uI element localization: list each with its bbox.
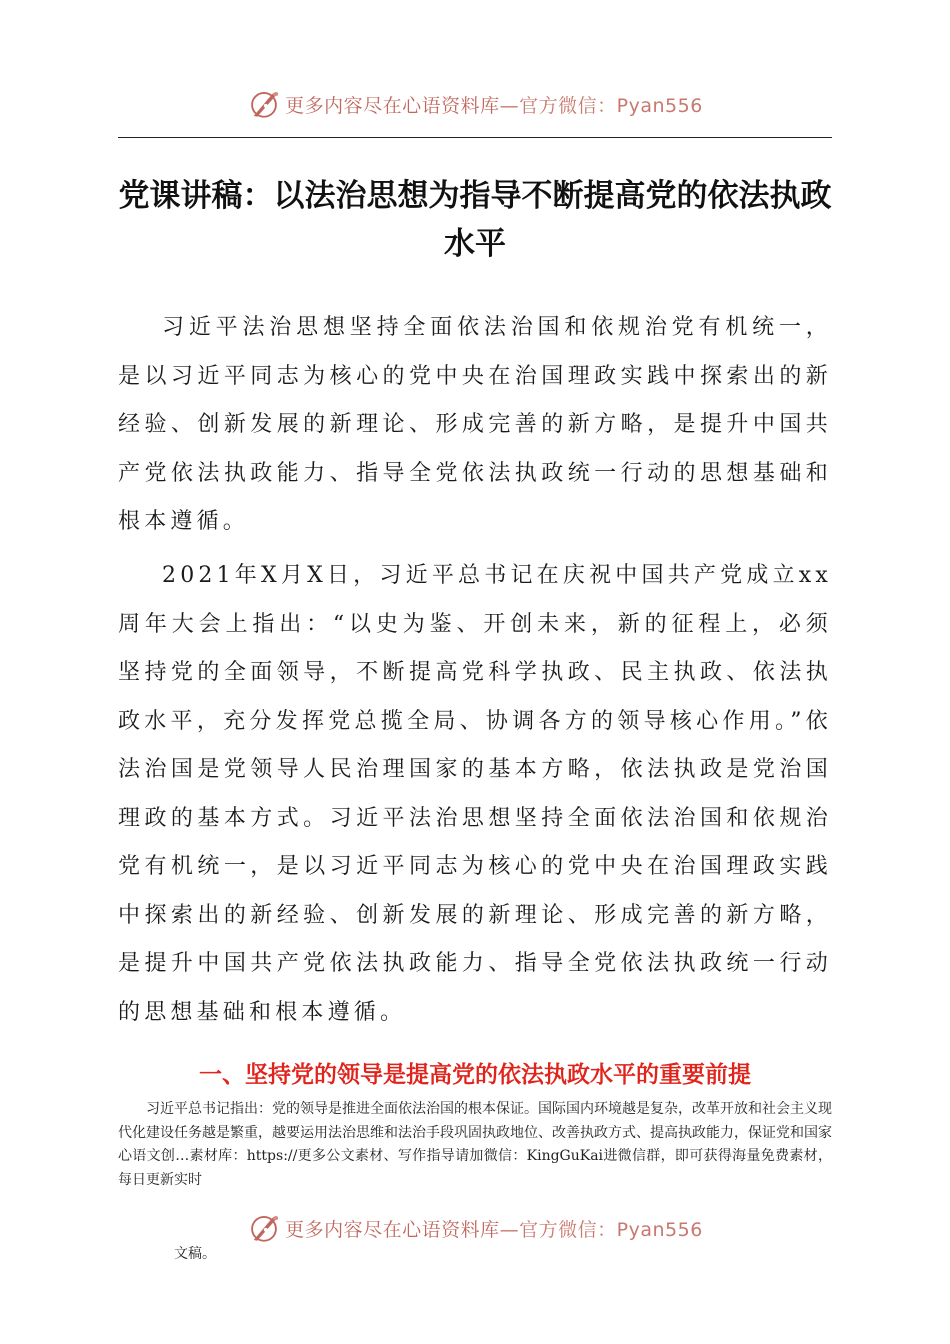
watermark-footer bbox=[0, 1208, 950, 1248]
section-paragraph-end: 文稿。 bbox=[174, 1246, 216, 1262]
document-title: 党课讲稿：以法治思想为指导不断提高党的依法执政水平 bbox=[118, 178, 832, 262]
paragraph-text: 习近平法治思想坚持全面依法治国和依规治党有机统一，是以习近平同志为核心的党中央在治国理政实践中探索出的新经验、创新发展的新理论、形成完善的新方略，是提升中国共产党依法执政能力、指导全党依法执政统一行动的思想基础和根本遵循。 bbox=[118, 315, 832, 534]
watermark-text: 更多内容尽在心语资料库—官方微信：Pyan556 bbox=[285, 1218, 703, 1241]
paragraph-quote bbox=[118, 552, 832, 1037]
section-paragraph: 习近平总书记指出：党的领导是推进全面依法治国的根本保证。国际国内环境越是复杂，改革开放和社会主义现代化建设任务越是繁重，越要运用法治思维和法治手段巩固执政地位、改善执政方式、提高执政能力，保证党和国家心语文创…素材库：https://更多公文素材、写作指导请加微信：KingGuKai进微信群，即可获得海量免费素材，每日更新实时 bbox=[118, 1101, 832, 1188]
watermark-text: 更多内容尽在心语资料库—官方微信：Pyan556 bbox=[285, 94, 703, 117]
paragraph-intro bbox=[118, 304, 832, 547]
quill-pen-logo-icon bbox=[247, 1211, 281, 1245]
header-divider bbox=[118, 137, 832, 138]
section-heading: 一、坚持党的领导是提高党的依法执政水平的重要前提 bbox=[199, 1062, 751, 1088]
paragraph-text: 2021年X月X日，习近平总书记在庆祝中国共产党成立xx周年大会上指出：“以史为鉴、开创未来，新的征程上，必须坚持党的全面领导，不断提高党科学执政、民主执政、依法执政水平，充分发挥党总揽全局、协调各方的领导核心作用。”依法治国是党领导人民治理国家的基本方略，依法执政是党治国理政的基本方式。习近平法治思想坚持全面依法治国和依规治党有机统一，是以习近平同志为核心的党中央在治国理政实践中探索出的新经验、创新发展的新理论、形成完善的新方略，是提升中国共产党依法执政能力、指导全党依法执政统一行动的思想基础和根本遵循。 bbox=[118, 563, 832, 1025]
watermark-header bbox=[0, 84, 950, 124]
quill-pen-logo-icon bbox=[247, 87, 281, 121]
